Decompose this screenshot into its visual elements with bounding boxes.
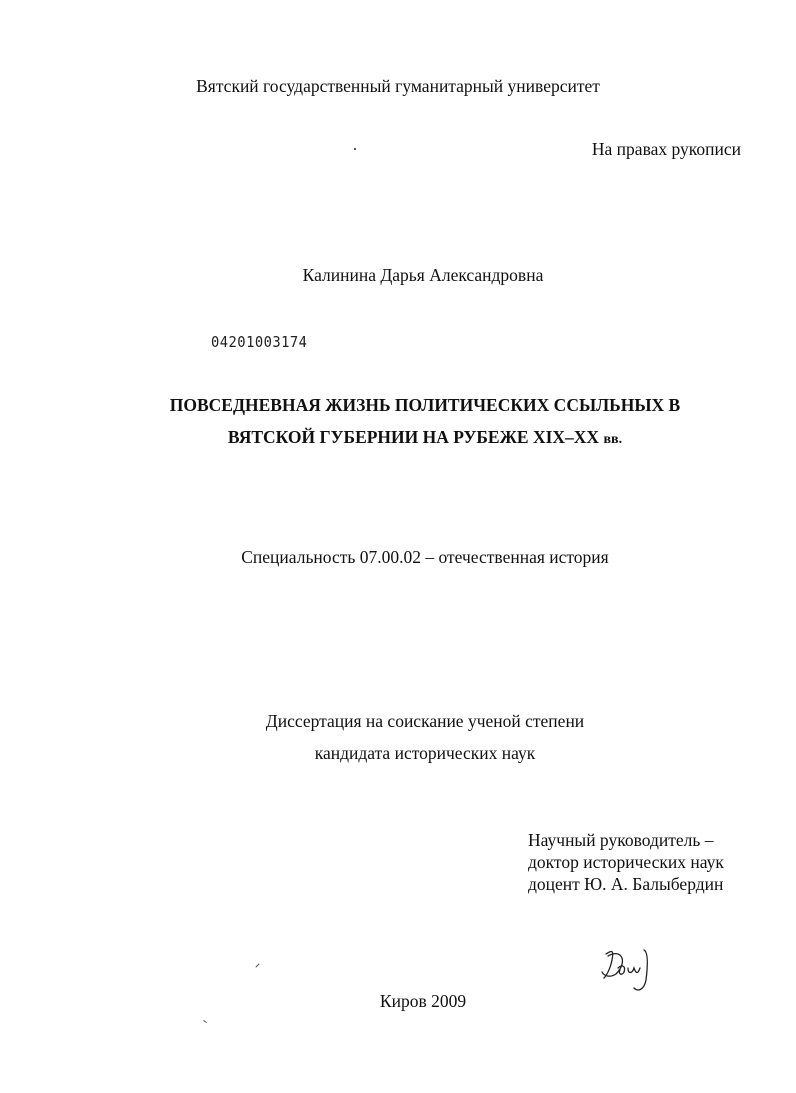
stray-mark (203, 1020, 207, 1023)
title-line-2-main: ВЯТСКОЙ ГУБЕРНИИ НА РУБЕЖЕ XIX–XX (227, 427, 604, 447)
catalog-number: 04201003174 (211, 333, 308, 351)
university-name: Вятский государственный гуманитарный университет (196, 76, 600, 96)
supervisor-line-1: Научный руководитель – (528, 830, 714, 850)
city-year: Киров 2009 (379, 991, 467, 1011)
title-line-2 (0, 421, 796, 456)
title-line-1: ПОВСЕДНЕВНАЯ ЖИЗНЬ ПОЛИТИЧЕСКИХ ССЫЛЬНЫХ В (169, 395, 681, 415)
dissertation-line-2: кандидата исторических наук (314, 743, 536, 763)
author-name: Калинина Дарья Александровна (302, 265, 544, 285)
supervisor-line-3: доцент Ю. А. Балыбердин (528, 874, 724, 894)
supervisor-line-2: доктор исторических наук (528, 852, 724, 872)
manuscript-note: На правах рукописи (591, 139, 741, 159)
title-line-2-suffix: вв. (603, 432, 623, 447)
speck-mark (354, 148, 356, 150)
dissertation-line-1: Диссертация на соискание ученой степени (265, 711, 585, 731)
dissertation-degree (0, 705, 796, 769)
supervisor-block (528, 829, 724, 895)
stray-mark (255, 963, 259, 967)
dissertation-title (0, 389, 796, 456)
specialty: Специальность 07.00.02 – отечественная история (241, 547, 609, 567)
